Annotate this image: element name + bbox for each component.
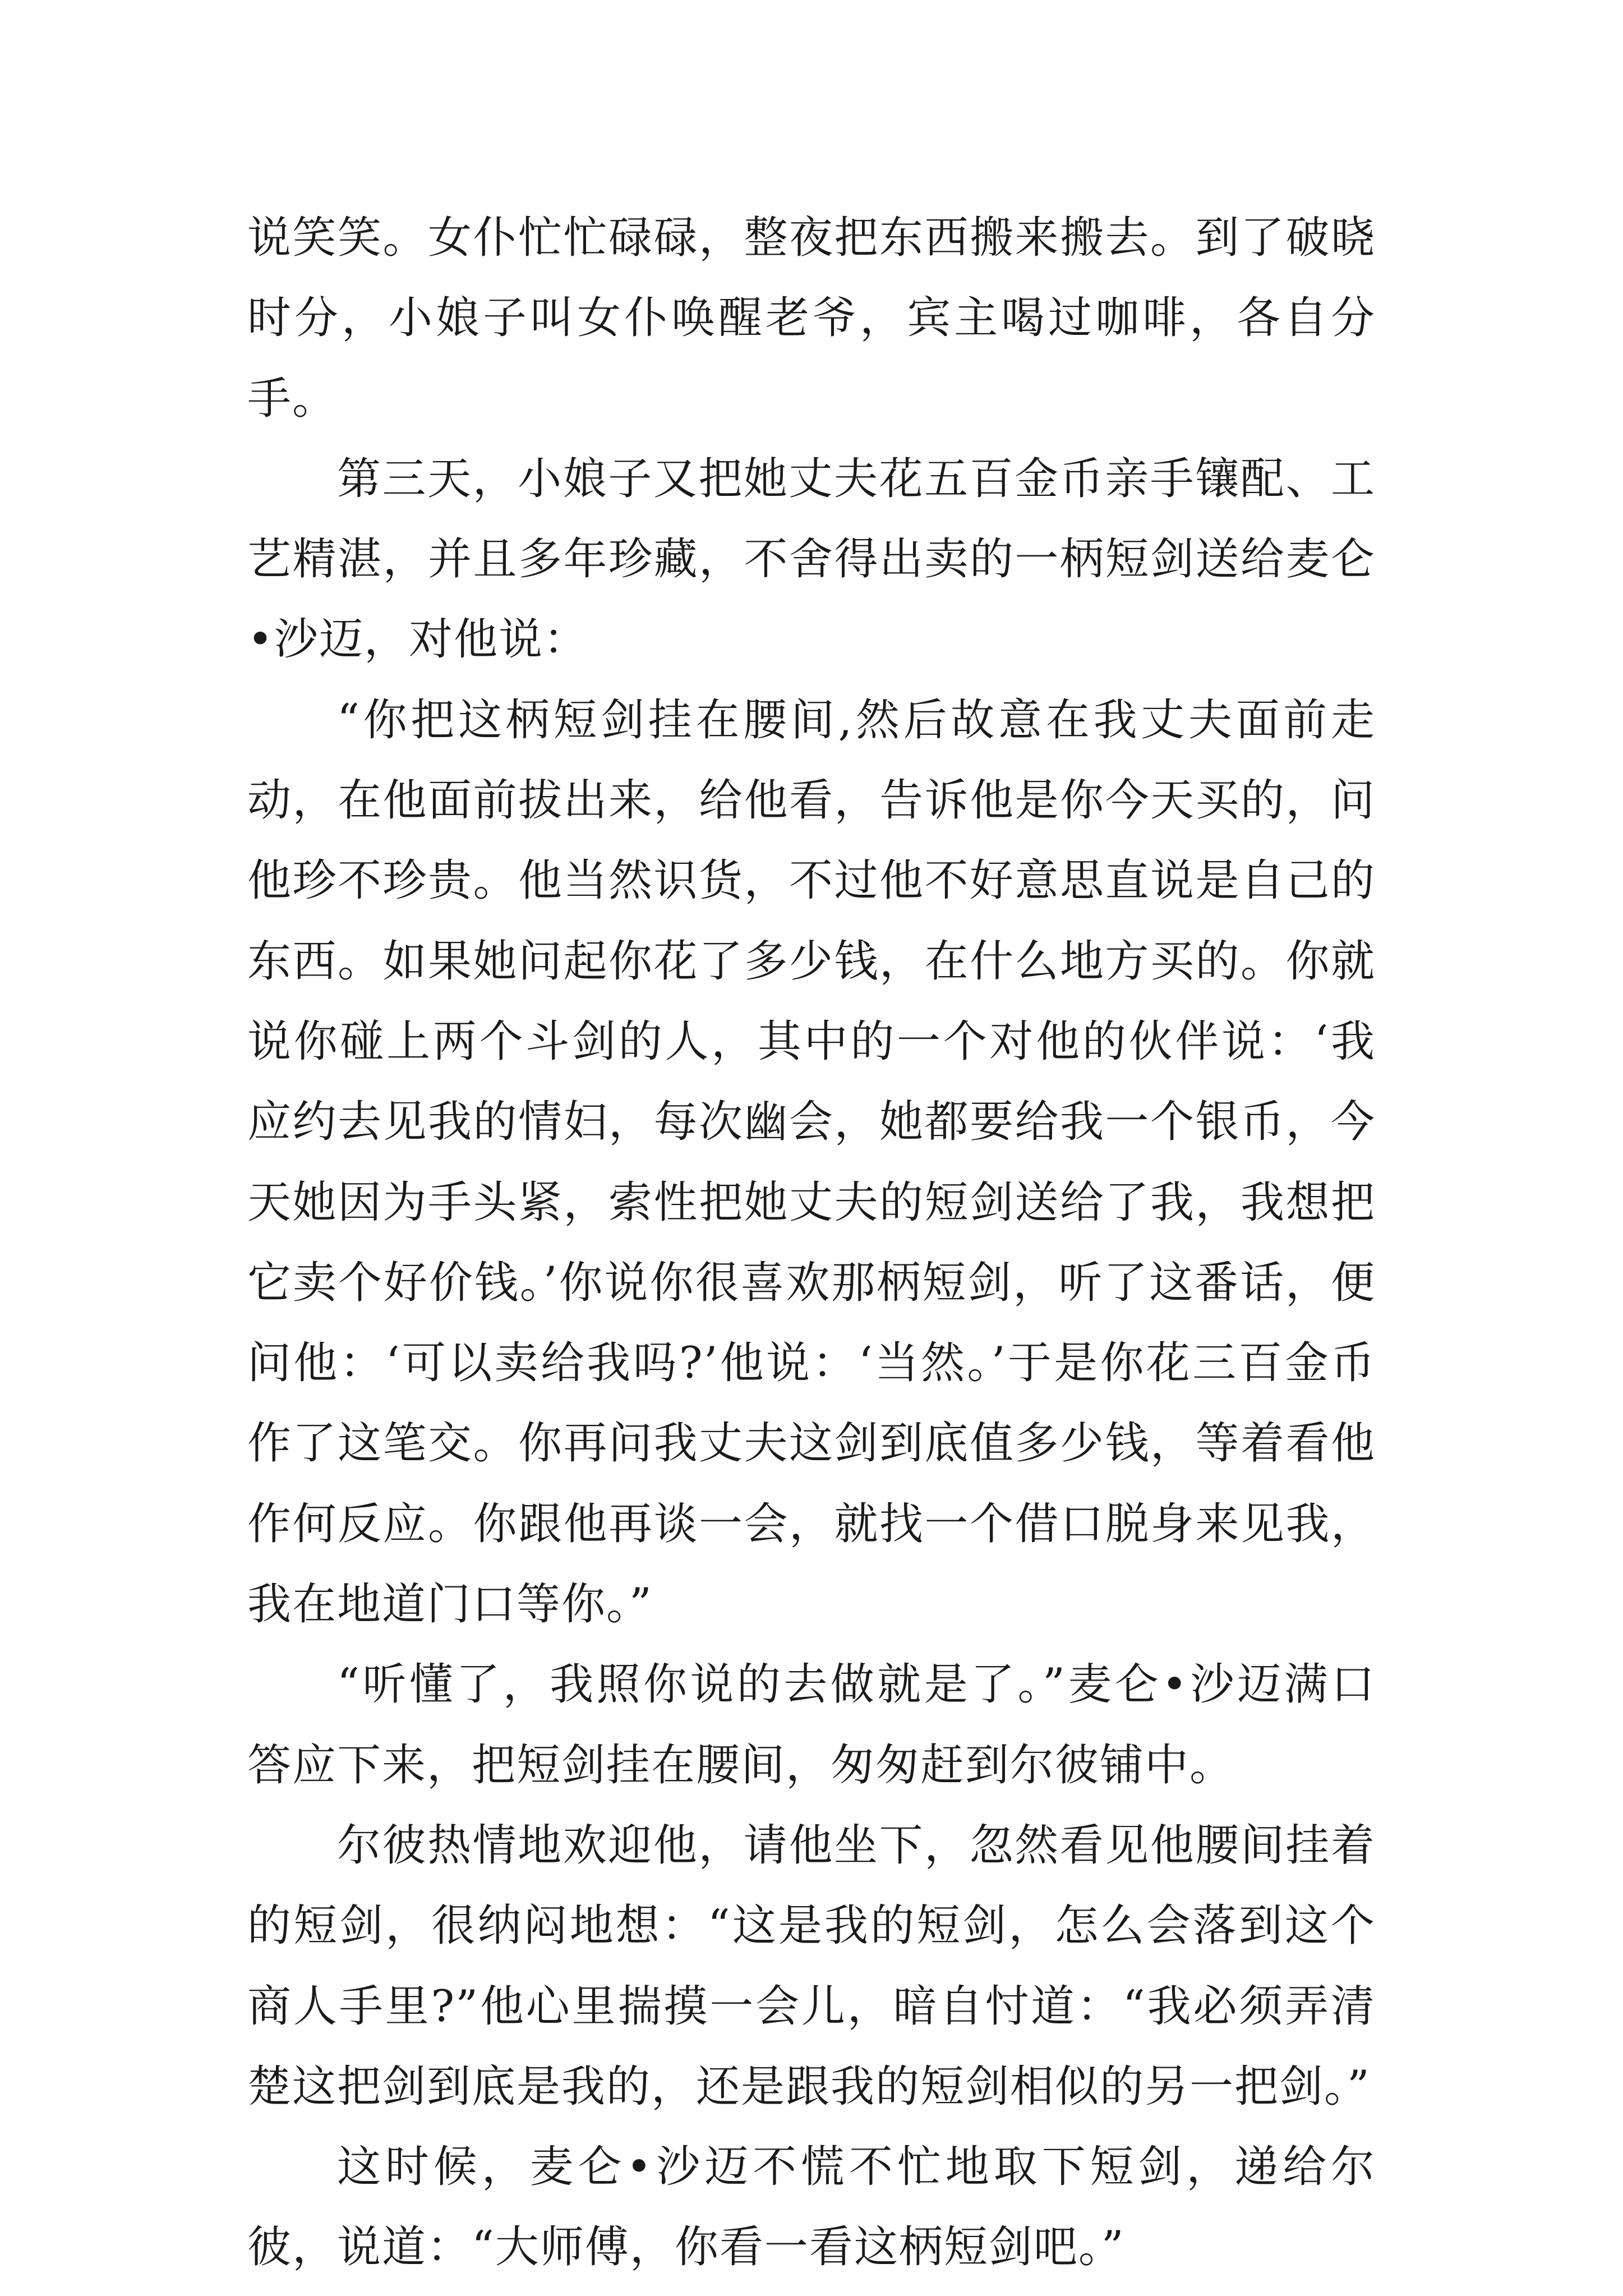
paragraph-5: 尔彼热情地欢迎他，请他坐下，忽然看见他腰间挂着的短剑，很纳闷地想：“这是我的短剑，怎么会落到这个商人手里?”他心里揣摸一会儿，暗自忖道：“我必须弄清楚这把剑到底是我的，还是跟我的短剑相似的另一把剑。” — [247, 1820, 1376, 2112]
paragraph-4: “听懂了，我照你说的去做就是了。”麦仑•沙迈满口答应下来，把短剑挂在腰间，匆匆赶到尔彼铺中。 — [247, 1659, 1376, 1791]
paragraph-2: 第三天，小娘子又把她丈夫花五百金币亲手镶配、工艺精湛，并且多年珍藏，不舍得出卖的一柄短剑送给麦仑•沙迈，对他说： — [247, 453, 1376, 665]
document-body — [247, 198, 1376, 2288]
paragraph-1: 说笑笑。女仆忙忙碌碌，整夜把东西搬来搬去。到了破晓时分，小娘子叫女仆唤醒老爷，宾主喝过咖啡，各自分手。 — [247, 213, 1376, 424]
paragraph-6: 这时候，麦仑•沙迈不慌不忙地取下短剑，递给尔彼，说道：“大师傅，你看一看这柄短剑吧。” — [247, 2142, 1376, 2273]
paragraph-3: “你把这柄短剑挂在腰间,然后故意在我丈夫面前走动，在他面前拔出来，给他看，告诉他是你今天买的，问他珍不珍贵。他当然识货，不过他不好意思直说是自己的东西。如果她问起你花了多少钱，在什么地方买的。你就说你碰上两个斗剑的人，其中的一个对他的伙伴说：‘我应约去见我的情妇，每次幽会，她都要给我一个银币，今天她因为手头紧，索性把她丈夫的短剑送给了我，我想把它卖个好价钱。’你说你很喜欢那柄短剑，听了这番话，便问他：‘可以卖给我吗?’他说：‘当然。’于是你花三百金币作了这笔交。你再问我丈夫这剑到底值多少钱，等着看他作何反应。你跟他再谈一会，就找一个借口脱身来见我，我在地道门口等你。” — [247, 694, 1376, 1630]
